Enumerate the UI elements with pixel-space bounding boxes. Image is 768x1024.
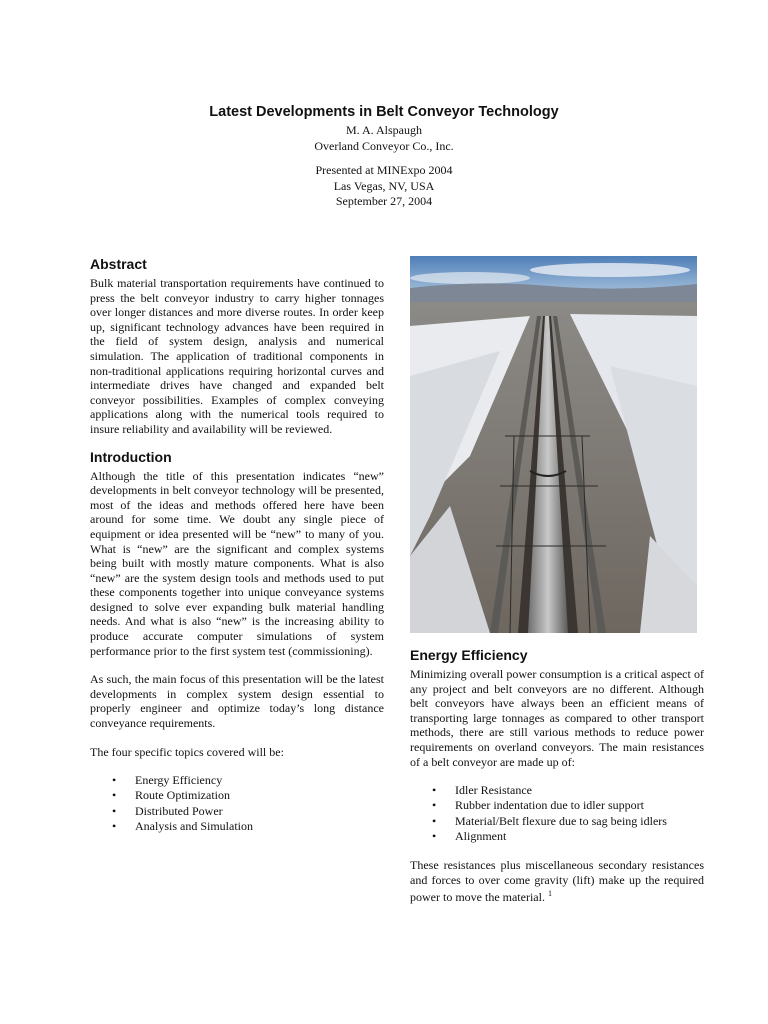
introduction-paragraph-1: Although the title of this presentation indicates “new” developments in belt conveyor technology will be presented, most of the ideas and methods offered here have been around for some time. We doubt any single piece of equipment or idea presented will be “new” to many of you. What is “new” are the significant and complex systems being built with mostly mature components. What is also “new” are the system design tools and methods used to put these components together into unique conveyance systems designed to solve ever expanding bulk material handling needs. And what is also “new” is the increasing ability to produce accurate computer simulations of system performance prior to the first system test (commissioning). <box>90 468 384 658</box>
introduction-paragraph-3: The four specific topics covered will be: <box>90 744 284 759</box>
left-column <box>90 256 384 834</box>
list-item: • Alignment <box>432 828 507 843</box>
paper-title: Latest Developments in Belt Conveyor Technology <box>209 104 559 120</box>
energy-paragraph-2: These resistances plus miscellaneous secondary resistances and forces to over come gravity (lift) make up the required power to move the material. $^1$ <box>410 857 704 905</box>
energy-efficiency-heading: Energy Efficiency <box>410 647 528 663</box>
list-item: • Energy Efficiency <box>112 773 223 788</box>
footnote-marker: 1 <box>547 889 552 899</box>
resistances-list <box>410 783 704 844</box>
abstract-text: Bulk material transportation requirements have continued to press the belt conveyor industry to carry higher tonnages over longer distances and more diverse routes. In order keep up, significant technology advances have been required in the field of system design, analysis and numerical simulation. The application of traditional components in non-traditional applications requiring horizontal curves and intermediate drives have changed and expanded belt conveyor possibilities. Examples of complex conveying applications along with the numerical tools required to insure reliability and availability will be reviewed. <box>90 276 384 436</box>
author: M. A. Alspaugh <box>345 123 422 137</box>
introduction-heading: Introduction <box>90 448 172 465</box>
paper-header <box>0 104 768 210</box>
list-item: • Route Optimization <box>112 788 230 803</box>
introduction-paragraph-2: As such, the main focus of this presentation will be the latest developments in complex system design essential to properly engineer and optimize today’s long distance conveyance requirements. <box>90 672 384 731</box>
list-item: • Rubber indentation due to idler support <box>432 798 644 813</box>
energy-paragraph-1: Minimizing overall power consumption is a critical aspect of any project and belt conveyors are no different. Although belt conveyors have always been an efficient means of transporting large tonnages as compared to other transport methods, there are still various methods to reduce power requirements on overland conveyors. The main resistances of a belt conveyor are made up of: <box>410 667 704 769</box>
topics-list <box>90 773 384 834</box>
list-item: • Material/Belt flexure due to sag being idlers <box>432 813 667 828</box>
abstract-heading: Abstract <box>90 256 147 272</box>
location: Las Vegas, NV, USA <box>333 178 435 193</box>
presented-at: Presented at MINExpo 2004 <box>315 163 453 177</box>
list-item: • Distributed Power <box>112 803 223 818</box>
right-column <box>410 647 704 905</box>
list-item: • Analysis and Simulation <box>112 818 253 833</box>
list-item: • Idler Resistance <box>432 783 532 798</box>
company: Overland Conveyor Co., Inc. <box>314 138 454 153</box>
date: September 27, 2004 <box>335 194 433 208</box>
conveyor-photo <box>410 256 697 633</box>
